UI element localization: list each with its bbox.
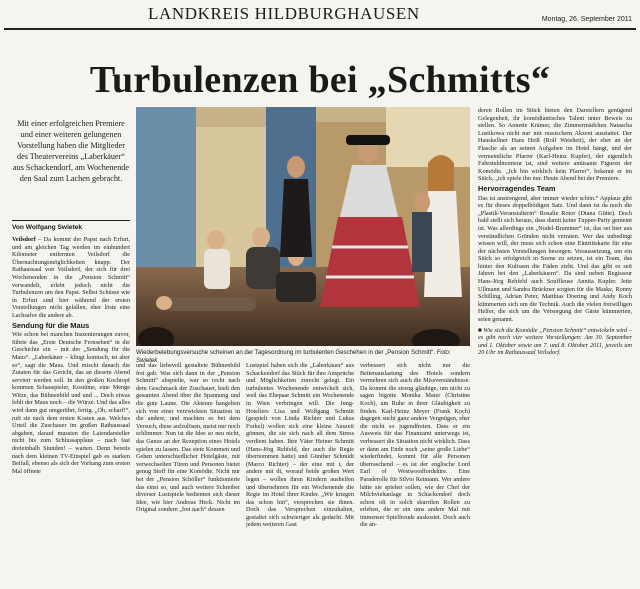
subhead-maus: Sendung für die Maus <box>12 320 90 330</box>
stage-photo <box>136 107 470 346</box>
column-4 <box>360 362 470 587</box>
column-4-body: verbessert sich nicht nur die Bettenauslastung des Hotels sondern vermehren sich auch die Missverständnisse. Da kommt die streng gläubige, um nicht zu sagen bigotte Monika Maier (Christine Koch), um Ruhe in ihrer Gläubigkeit zu finden. Karl-Heinz Meyer (Frank Koch) dagegen sucht ganz andere Vergnügen, eher die nicht so jugendfreien. Dass er ein Ausweis für das Finanzamt unterwegs ist, verbessert die Situation nicht wirklich. Dass er dann am Ende noch „seine große Liebe“ wiederfindet, kommt für alle Personen überraschend – es ist der englische Lord Earl of Westwoodfordshire. Eine Paraderolle für Silvio Reimann. Wer andere hätte sie spielen sollen, wie der Chef der Milchviehanlage in Schackendorf doch schon oft in solch skurrilen Rollen zu erleben, die er ein ums andere Mal mit immenser Spielfreude auskostet. Doch auch die an- <box>360 362 470 529</box>
column-5-body: deren Rollen im Stück bieten den Darstellern genügend Gelegenheit, ihr komödiantisches Talent unter Beweis zu stellen. So Annette Krämer, die Zimmermädchen Natascha Lustikowa nicht nur mit russischem Akzent ausstattet. Der Hauskellner Hans Heiß (Rolf Weisheit), der eher an der Flasche als an seinen Aufgaben im Hotel hängt, und der vermeintliche Pfarrer (Karl-Heinz Kupfer), der eigentlich Fahrstuhlmonteur ist, sind weitere amüsante Figuren der Komödie. „Ich bin wirklich kein Pfarrer“, bekennt er im Stück, „ich spiele ihn nur. Heute Abend bei der Premiere. <box>478 107 632 183</box>
performance-info: ■ Wie sich die Komödie „Pension Schmitt“ entwickeln wird – es gibt noch vier weitere Vorstellungen: Am 30. September und 1. Oktober sowie am 7. und 8. Oktober 2011, jeweils um 20 Uhr im Rathaussaal Veilsdorf. <box>478 326 632 357</box>
column-5-body-2: Das ist anstrengend, aber immer wieder schön.“ Applaus gibt es für dieses doppelbödigen Satz. Und dann ist da noch die „Plastik-Veranstalterin“ Rosalie Rotor (Diana Gütte). Doch bald stellt sich heraus, dass damit keine Tupper-Party gemeint ist. Was allerdings ein „Nudel-Brummer“ ist, das sei hier aus verständlichen Gründen nicht verraten. Wer das unbedingt wissen will, der muss sich schon eine Eintrittskarte für eine der nächsten Vorstellungen besorgen. Voraussetzung, um ein Stück so erfolgreich in Szene zu setzen, ist ein Team, das hinter den Kulissen die Fäden zieht. Und das gibt es seit Jahren bei den „Laberkäuern“. Da sind neben Regisseur Hans-Jörg Rehfeld auch Souffleuse Annita Kupfer. Jette Ullmann und Sandra Brückner sorgten für die Maske, Ronny Schilling, Adrian Peter, Matthias Doering und Andy Koch kümmerten sich um die Technik. Auch die vielen freiwilligen Helfer, die sich um die Versorgung der Gäste kümmerten, seien genannt. <box>478 194 632 324</box>
column-1 <box>12 236 130 586</box>
headline: Turbulenzen bei „Schmitts“ <box>89 59 551 101</box>
column-5 <box>478 107 632 587</box>
column-3 <box>246 362 354 587</box>
section-title: LANDKREIS HILDBURGHAUSEN <box>148 4 420 23</box>
byline: Von Wolfgang Swietek <box>12 224 83 231</box>
column-2-body: und das liebevoll gestaltete Bühnenbild frei gab. Was sich dann in der „Pension Schmitt“ abspielte, war so recht nach dem Geschmack der Zuschauer, hielt den gesamten Abend über die Spannung und die gute Laune. Die Akteure hangelten sich von einer verzwickten Situation in die andere, und machten es bei dem Versuch, diese aufzulösen, meist nur noch schlimmer. Nun ist die Idee so neu nicht, das Ganze an der Rezeption eines Hotels spielen zu lassen. Das stete Kommen und Gehen unterschiedlicher Hotelgäste, mit verwechselten Türen und Personen bietet genug Stoff für eine Komödie. Nicht nur bei der „Pension Schöller“ funktionierte das einst so, und auch weitere Schreiber diverser Lustspiele bedienten sich dieser Idee, wie hier Andreas Heck. Nicht im Original sondern „frei nach“ dessen <box>136 362 240 514</box>
lead-rule <box>12 220 130 221</box>
column-3-body: Lustspiel haben sich die „Laberkäuer“ aus Schackendorf das Stück für ihre Ansprüche und Möglichkeiten zurecht gelegt. Ein turbulentes Wochenende entwickelt sich, weil das Ehepaar Schmitt ein Wochenende in Wien verbringen will. Die Jung-Hoteliers Lisa und Wolfgang Schmitt (gespielt von Linda Richter und Lukas Forkel) wollen sich eine kleine Auszeit gönnen, die sie sich nach all dem Stress verdient haben. Ihre Väter Heiner Schmitt (Hans-Jörg Rehfeld, der auch die Regie übernommen hatte) und Günther Schmidt (Marco Richter) – der eine mit t, der andere mit dt, worauf beide großen Wert legen – wollen ihren Kindern aushelfen und übernehmen für ein Wochenende die Regie im Hotel ihrer Kinder. „Wir kriegen das schon hin“, versprechen sie ihnen. Doch das Versprechen einzuhalten, gestaltet sich schwieriger als gedacht. Mit jedem weiteren Gast <box>246 362 354 529</box>
dateline-place: Veilsdorf <box>12 236 36 243</box>
subhead-team: Hervorragendes Team <box>478 183 556 193</box>
column-2 <box>136 362 240 587</box>
photo-credit: Foto: Swietek <box>136 349 451 364</box>
intro-text: – Da kommt der Papst nach Erfurt, und am gleichen Tag werden im einhundert Kilometer entfernten Veilsdorf die Übernachtungsmöglichkeiten knapp. Der Rathaussaal von Veilsdorf, der sich für drei Wochenenden in die „Pension Schmitt“ verwandelt, erlebt jedoch nicht die Turbulenzen um den Papst. Selbst Schüsse wie in Erfurt sind hier während der ersten Vorstellungen nicht gefallen, eher löste eine Lachsalve die andere ab. <box>12 236 130 319</box>
caption-text: Wiederbelebungsversuche scheinen an der Tagesordnung im turbulenten Geschehen in der „Pension Schmitt“. <box>136 349 435 356</box>
issue-date: Montag, 26. September 2011 <box>541 16 632 23</box>
header-rule <box>4 28 636 30</box>
lead-paragraph: Mit einer erfolgreichen Premiere und einer weiteren gelungenen Vorstellung haben die Mitglieder des Theatervereins „Laberkäuer“ aus Schackendorf, am Wochenende den Saal zum Lachen gebracht. <box>12 119 130 183</box>
column-1-body: Wie schon bei manchen Inszenierungen zuvor, führte das „Erste Deutsche Fernsehen“ in die Geschichte ein – mit der „Sendung für die Maus“. „Laberkäuer – klingt komisch, ist aber so“, sagt die Maus. Und mischt danach die Zutaten für das Gericht, das an diesem Abend serviert werden soll. In den großen Kochtopf kommen Schauspieler, Kostüme, eine Menge Witze, das Bühnenbild und und ... Doch etwas fehlt der Maus noch – die Würze. Und das alles wird dann gut umgerührt, fertig. „Oh, scharf!“, ruft sie nach dem ersten Kosten aus. Welches Urteil die Zuschauer im großen Rathaussaal abgaben, darauf mussten die Laiendarsteller nicht bis zum Schlussapplaus – nach fast dreieinhalb Stunden! – warten. Denn bereits nach dem kleinen TV-Einspiel gab es starken Beifall, ebenso als sich der Vorhang zum ersten Mal öffnete <box>12 331 130 475</box>
